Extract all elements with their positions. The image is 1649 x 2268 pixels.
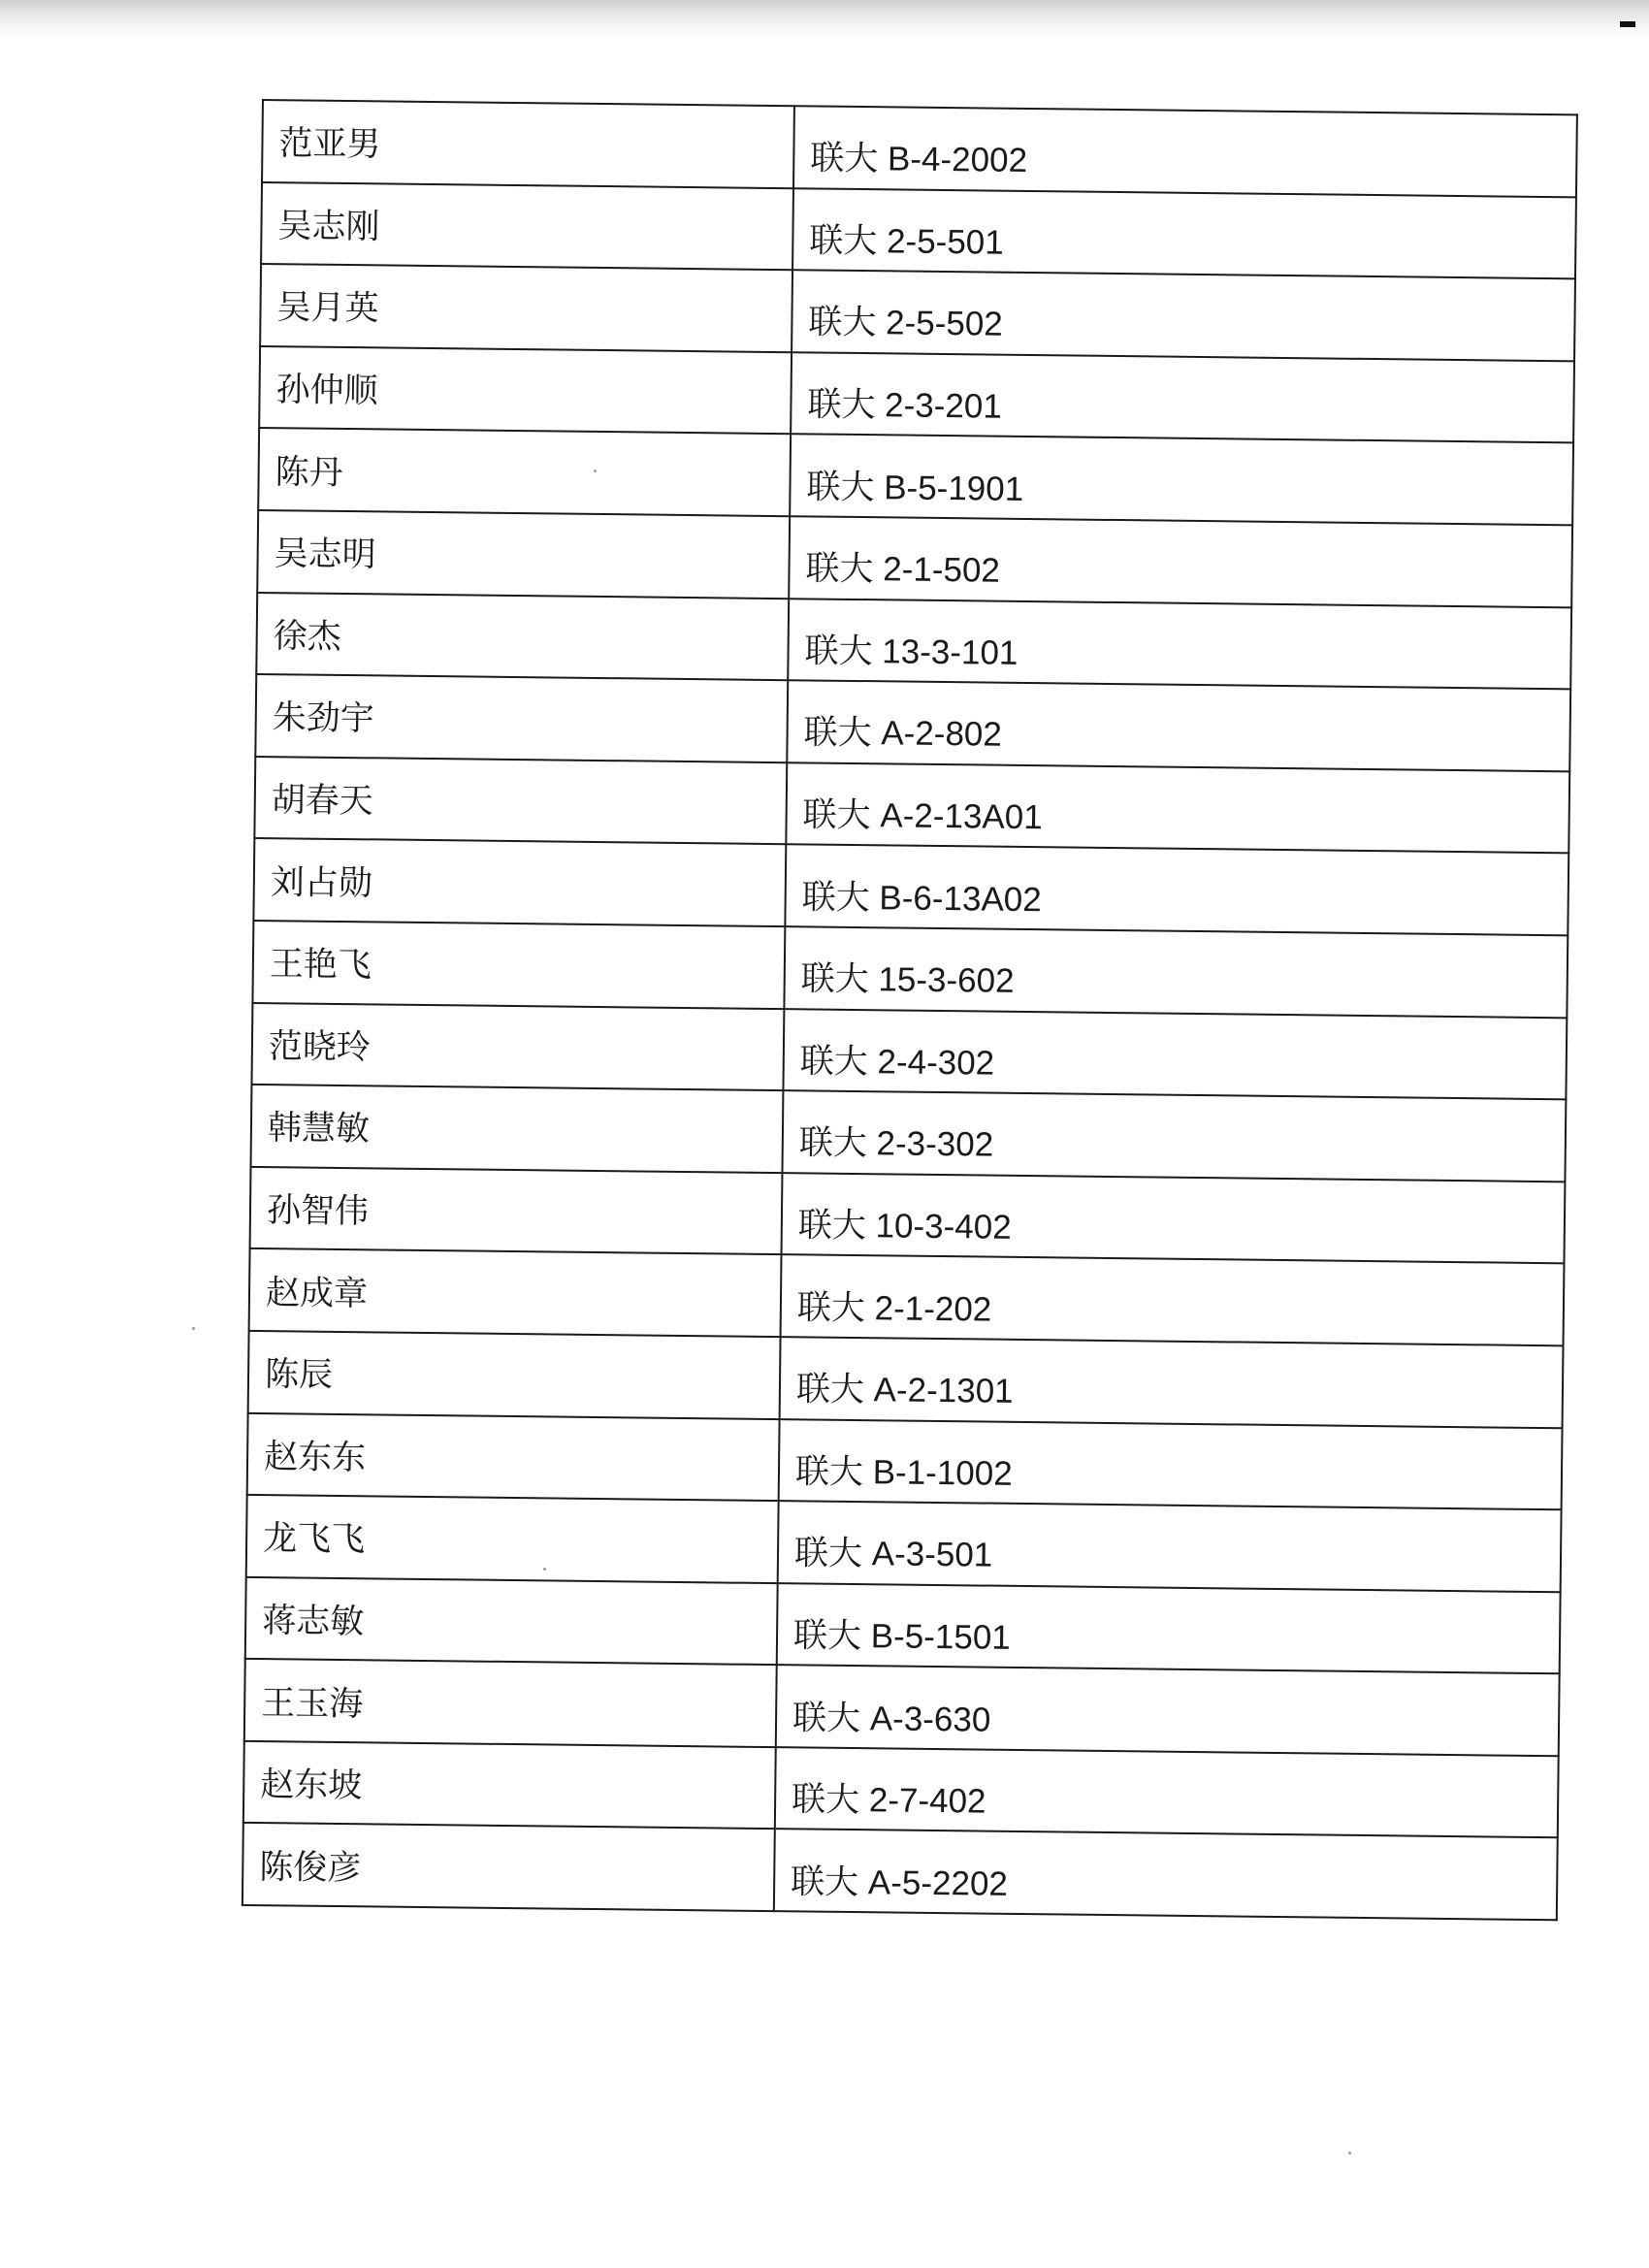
- table-row: [245, 1577, 1561, 1674]
- table-row: [244, 1659, 1560, 1756]
- resident-address-cell: 联大 A-3-501: [778, 1501, 1562, 1592]
- resident-address-cell: 联大 2-5-501: [792, 188, 1576, 279]
- scan-edge-mark: [1620, 21, 1635, 27]
- scan-speck: [192, 1327, 195, 1330]
- resident-address-cell: 联大 2-5-502: [792, 270, 1575, 361]
- table-row: [262, 100, 1577, 197]
- table-row: [252, 921, 1568, 1018]
- resident-name-cell: 朱劲宇: [255, 674, 788, 762]
- resident-name-cell: 韩慧敏: [251, 1085, 784, 1173]
- resident-name-cell: 吴志刚: [261, 182, 793, 271]
- resident-address-cell: 联大 2-3-302: [782, 1090, 1566, 1182]
- resident-name-cell: 孙智伟: [250, 1167, 783, 1255]
- resident-address-cell: 联大 10-3-402: [782, 1173, 1566, 1264]
- resident-name-cell: 范亚男: [262, 100, 794, 188]
- resident-name-cell: 赵东东: [247, 1412, 780, 1501]
- resident-name-cell: 陈辰: [248, 1331, 781, 1419]
- resident-name-cell: 陈俊彦: [242, 1823, 775, 1911]
- table-row: [250, 1167, 1566, 1264]
- table-row: [251, 1085, 1567, 1182]
- resident-table-body: [242, 100, 1577, 1920]
- table-row: [255, 674, 1570, 771]
- resident-address-cell: 联大 B-4-2002: [793, 106, 1577, 197]
- resident-address-cell: 联大 B-5-1901: [790, 435, 1573, 526]
- resident-name-cell: 孙仲顺: [259, 346, 792, 435]
- table-row: [247, 1412, 1563, 1509]
- resident-address-cell: 联大 15-3-602: [784, 926, 1568, 1018]
- table-row: [258, 428, 1573, 525]
- table-row: [260, 264, 1575, 361]
- resident-address-cell: 联大 B-6-13A02: [785, 845, 1568, 936]
- resident-address-cell: 联大 2-1-502: [789, 516, 1572, 607]
- roster-sheet: [242, 99, 1576, 1921]
- resident-address-cell: 联大 2-3-201: [791, 352, 1574, 443]
- scan-top-shadow: [0, 0, 1649, 39]
- resident-address-cell: 联大 13-3-101: [788, 599, 1571, 690]
- table-row: [254, 757, 1569, 854]
- resident-name-cell: 龙飞飞: [246, 1495, 779, 1583]
- scan-speck: [1348, 2152, 1351, 2155]
- resident-address-cell: 联大 2-4-302: [783, 1009, 1567, 1100]
- resident-address-cell: 联大 2-7-402: [775, 1747, 1559, 1838]
- resident-name-cell: 刘占勋: [253, 838, 786, 926]
- table-row: [256, 593, 1571, 690]
- table-row: [261, 182, 1576, 279]
- resident-address-cell: 联大 A-3-630: [776, 1665, 1560, 1756]
- table-row: [243, 1741, 1559, 1838]
- table-row: [249, 1248, 1565, 1345]
- table-row: [253, 838, 1568, 935]
- resident-name-cell: 吴志明: [257, 510, 790, 599]
- table-row: [257, 510, 1572, 607]
- resident-name-cell: 范晓玲: [251, 1002, 784, 1090]
- resident-name-cell: 王艳飞: [252, 921, 785, 1009]
- resident-address-cell: 联大 A-2-13A01: [786, 762, 1569, 854]
- table-row: [251, 1002, 1567, 1099]
- resident-name-cell: 胡春天: [254, 757, 787, 845]
- resident-address-cell: 联大 A-5-2202: [774, 1830, 1558, 1921]
- table-row: [246, 1495, 1562, 1592]
- resident-address-cell: 联大 A-2-1301: [780, 1337, 1564, 1428]
- resident-name-cell: 陈丹: [258, 428, 791, 516]
- resident-address-cell: 联大 B-5-1501: [777, 1583, 1561, 1674]
- resident-address-cell: 联大 2-1-202: [781, 1254, 1565, 1345]
- table-row: [248, 1331, 1564, 1428]
- resident-name-cell: 赵成章: [249, 1248, 782, 1337]
- resident-address-cell: 联大 A-2-802: [787, 680, 1570, 771]
- resident-name-cell: 吴月英: [260, 264, 792, 352]
- resident-address-cell: 联大 B-1-1002: [779, 1419, 1563, 1510]
- resident-name-cell: 蒋志敏: [245, 1577, 778, 1666]
- resident-name-cell: 赵东坡: [243, 1741, 776, 1830]
- resident-table: [242, 99, 1578, 1921]
- resident-name-cell: 王玉海: [244, 1659, 777, 1747]
- table-row: [259, 346, 1574, 443]
- table-row: [242, 1823, 1558, 1920]
- resident-name-cell: 徐杰: [256, 593, 789, 681]
